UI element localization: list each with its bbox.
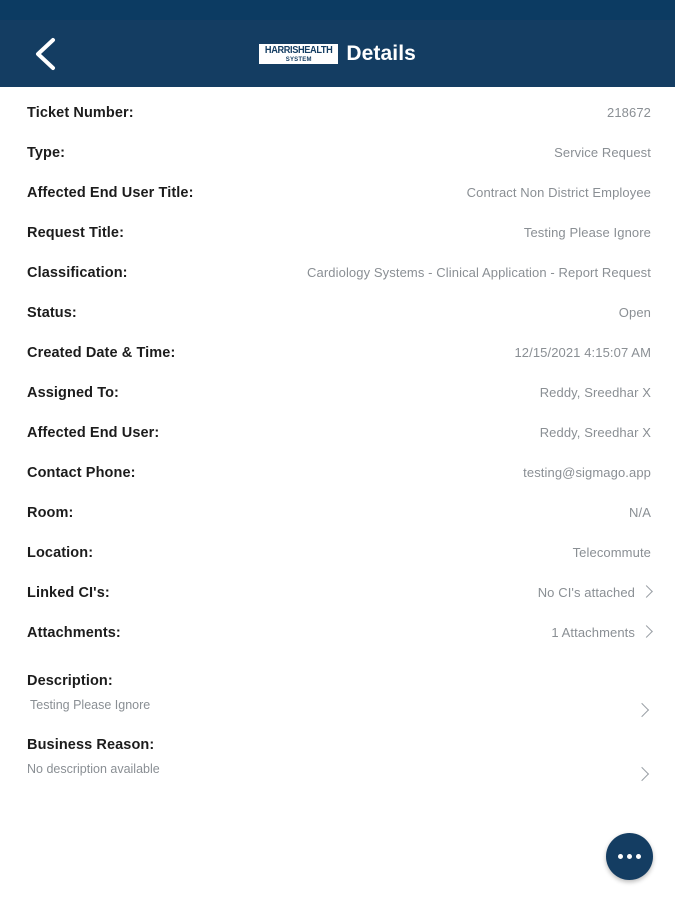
detail-block-business-reason[interactable] [27, 725, 651, 789]
more-options-fab[interactable] [606, 833, 653, 880]
detail-row-attachments[interactable] [27, 621, 651, 661]
detail-label: Type: [27, 145, 66, 161]
page-title: Details [346, 41, 416, 65]
detail-row-created-date-time [27, 341, 651, 381]
detail-value: Telecommute [572, 545, 651, 560]
detail-label: Location: [27, 545, 94, 561]
detail-value: testing@sigmago.app [523, 465, 651, 480]
detail-row-type [27, 141, 651, 181]
detail-value: 12/15/2021 4:15:07 AM [514, 345, 651, 360]
detail-value: 1 Attachments [551, 625, 635, 640]
detail-label: Status: [27, 305, 77, 321]
detail-label: Linked CI's: [27, 585, 110, 601]
detail-value: Reddy, Sreedhar X [539, 385, 651, 400]
back-button[interactable] [18, 26, 74, 82]
status-bar [0, 0, 675, 20]
detail-block-description[interactable] [27, 661, 651, 725]
harris-health-logo [259, 44, 338, 64]
detail-row-request-title [27, 221, 651, 261]
detail-row-contact-phone [27, 461, 651, 501]
detail-label: Contact Phone: [27, 465, 136, 481]
detail-body-text: No description available [27, 762, 160, 776]
header-center [0, 20, 675, 87]
detail-value: 218672 [607, 105, 651, 120]
detail-value: N/A [629, 505, 651, 520]
detail-value: Testing Please Ignore [523, 225, 651, 240]
detail-label: Attachments: [27, 625, 121, 641]
detail-value: Cardiology Systems - Clinical Application - Report Request [307, 265, 651, 280]
app-header [0, 20, 675, 87]
detail-row-assigned-to [27, 381, 651, 421]
detail-value-group [539, 625, 651, 640]
chevron-right-icon [635, 767, 649, 781]
detail-row-affected-end-user [27, 421, 651, 461]
detail-value: No CI's attached [537, 585, 635, 600]
chevron-right-icon [635, 703, 649, 717]
logo-line-1: HARRISHEALTH [264, 44, 333, 56]
detail-row-classification [27, 261, 651, 301]
detail-value: Contract Non District Employee [466, 185, 651, 200]
detail-value-group [526, 585, 651, 600]
detail-label: Affected End User: [27, 425, 160, 441]
more-options-icon [618, 854, 641, 859]
detail-row-linked-cis[interactable] [27, 581, 651, 621]
detail-label: Description: [27, 673, 113, 689]
chevron-left-icon [34, 37, 58, 71]
detail-row-status [27, 301, 651, 341]
detail-label: Ticket Number: [27, 105, 134, 121]
detail-row-ticket-number [27, 101, 651, 141]
detail-label: Request Title: [27, 225, 125, 241]
detail-label: Created Date & Time: [27, 345, 176, 361]
detail-row-affected-end-user-title [27, 181, 651, 221]
chevron-right-icon [640, 625, 653, 638]
detail-row-location [27, 541, 651, 581]
detail-body-text: Testing Please Ignore [30, 698, 151, 712]
detail-label: Business Reason: [27, 737, 155, 753]
detail-label: Affected End User Title: [27, 185, 194, 201]
detail-label: Room: [27, 505, 74, 521]
detail-value: Open [618, 305, 651, 320]
detail-label: Assigned To: [27, 385, 119, 401]
detail-value: Service Request [554, 145, 651, 160]
chevron-right-icon [640, 585, 653, 598]
detail-label: Classification: [27, 265, 128, 281]
logo-line-2: SYSTEM [285, 56, 312, 63]
detail-row-room [27, 501, 651, 541]
detail-value: Reddy, Sreedhar X [539, 425, 651, 440]
details-list [0, 87, 675, 789]
